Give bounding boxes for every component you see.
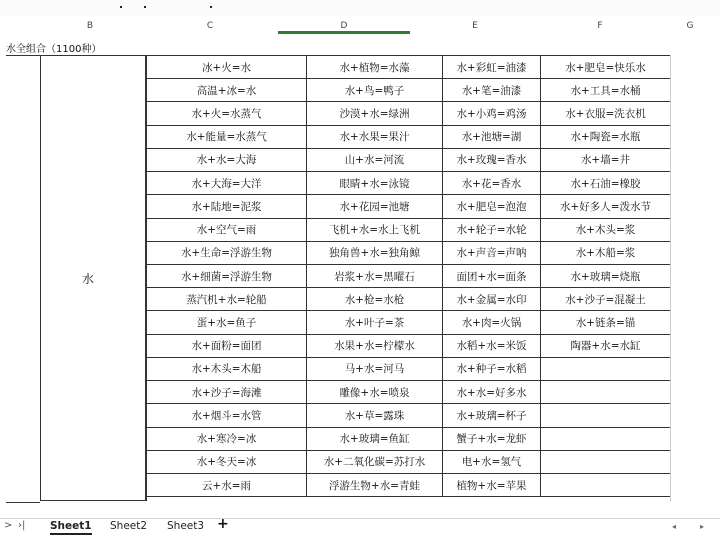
left-column-cells[interactable] (6, 55, 40, 503)
table-cell[interactable]: 冰+火=水 (147, 56, 307, 79)
table-cell[interactable]: 雕像+水=喷泉 (307, 381, 443, 404)
table-cell[interactable]: 飞机+水=水上飞机 (307, 219, 443, 242)
table-cell[interactable]: 水+玻璃=烧瓶 (541, 265, 671, 288)
table-cell[interactable] (541, 451, 671, 474)
table-cell[interactable] (541, 474, 671, 497)
table-cell[interactable]: 水+声音=声呐 (443, 242, 541, 265)
table-cell[interactable]: 水+火=水蒸气 (147, 102, 307, 125)
table-cell[interactable]: 水+陆地=泥浆 (147, 195, 307, 218)
toolbar-strip (0, 0, 720, 16)
table-cell[interactable]: 水+木头=浆 (541, 219, 671, 242)
table-cell[interactable]: 水+水果=果汁 (307, 126, 443, 149)
recipe-table (146, 55, 670, 501)
tab-scroll-last-icon[interactable]: ›| (18, 520, 26, 531)
table-cell[interactable]: 水+种子=水稻 (443, 358, 541, 381)
table-cell[interactable]: 水+鸟=鸭子 (307, 79, 443, 102)
table-cell[interactable]: 云+水=雨 (147, 474, 307, 497)
category-label: 水 (82, 272, 95, 286)
table-cell[interactable] (541, 381, 671, 404)
column-header-d[interactable]: D (340, 21, 348, 31)
table-cell[interactable]: 水+木船=浆 (541, 242, 671, 265)
table-cell[interactable]: 马+水=河马 (307, 358, 443, 381)
table-cell[interactable]: 水+彩虹=油漆 (443, 56, 541, 79)
table-cell[interactable]: 高温+冰=水 (147, 79, 307, 102)
table-cell[interactable]: 水+玻璃=鱼缸 (307, 428, 443, 451)
table-cell[interactable]: 水+细菌=浮游生物 (147, 265, 307, 288)
column-header-f[interactable]: F (597, 21, 603, 31)
table-cell[interactable]: 水+金属=水印 (443, 288, 541, 311)
stray-mark (210, 6, 212, 8)
add-sheet-button[interactable]: + (217, 516, 229, 532)
table-cell[interactable]: 水+花园=池塘 (307, 195, 443, 218)
table-cell[interactable]: 水果+水=柠檬水 (307, 335, 443, 358)
table-cell[interactable]: 水+木头=木船 (147, 358, 307, 381)
stray-mark (144, 6, 146, 8)
table-cell[interactable]: 水+水=好多水 (443, 381, 541, 404)
sheet-title[interactable]: 水全组合（1100种） (6, 44, 102, 55)
table-cell[interactable]: 水+工具=水桶 (541, 79, 671, 102)
table-cell[interactable]: 水+二氧化碳=苏打水 (307, 451, 443, 474)
column-header-g[interactable]: G (686, 21, 694, 31)
tab-scroll-left-icon[interactable]: > (4, 520, 13, 531)
tab-sheet2[interactable]: Sheet2 (110, 520, 148, 532)
table-cell[interactable] (541, 404, 671, 427)
table-cell[interactable]: 水+叶子=茶 (307, 311, 443, 334)
table-cell[interactable]: 水+草=露珠 (307, 404, 443, 427)
table-cell[interactable]: 水+寒冷=冰 (147, 428, 307, 451)
table-cell[interactable]: 水+花=香水 (443, 172, 541, 195)
table-cell[interactable]: 水+小鸡=鸡汤 (443, 102, 541, 125)
table-cell[interactable]: 水+玫瑰=香水 (443, 149, 541, 172)
table-cell[interactable]: 水+水=大海 (147, 149, 307, 172)
tab-sheet3[interactable]: Sheet3 (167, 520, 205, 532)
table-cell[interactable]: 水+肉=火锅 (443, 311, 541, 334)
table-cell[interactable]: 水+池塘=湖 (443, 126, 541, 149)
table-cell[interactable]: 岩浆+水=黑曜石 (307, 265, 443, 288)
scroll-thumb-icon[interactable]: ◂ (672, 522, 677, 531)
table-cell[interactable]: 山+水=河流 (307, 149, 443, 172)
table-cell[interactable]: 电+水=氢气 (443, 451, 541, 474)
table-cell[interactable]: 眼睛+水=泳镜 (307, 172, 443, 195)
table-cell[interactable]: 水+轮子=水轮 (443, 219, 541, 242)
table-cell[interactable]: 植物+水=苹果 (443, 474, 541, 497)
column-header-b[interactable]: B (86, 21, 94, 31)
table-cell[interactable]: 水+烟斗=水管 (147, 404, 307, 427)
table-cell[interactable]: 水+玻璃=杯子 (443, 404, 541, 427)
table-cell[interactable]: 水+枪=水枪 (307, 288, 443, 311)
table-cell[interactable]: 沙漠+水=绿洲 (307, 102, 443, 125)
table-cell[interactable]: 水+沙子=海滩 (147, 381, 307, 404)
table-cell[interactable]: 蟹子+水=龙虾 (443, 428, 541, 451)
table-cell[interactable] (541, 358, 671, 381)
table-cell[interactable]: 水+链条=锚 (541, 311, 671, 334)
table-cell[interactable]: 水+面粉=面团 (147, 335, 307, 358)
table-cell[interactable]: 独角兽+水=独角鲸 (307, 242, 443, 265)
table-cell[interactable]: 水+肥皂=泡泡 (443, 195, 541, 218)
table-cell[interactable]: 水+植物=水藻 (307, 56, 443, 79)
scroll-right-icon[interactable]: ▸ (700, 522, 705, 531)
table-cell[interactable]: 蒸汽机+水=轮船 (147, 288, 307, 311)
table-cell[interactable]: 蛋+水=鱼子 (147, 311, 307, 334)
table-cell[interactable]: 水+冬天=冰 (147, 451, 307, 474)
column-divider (670, 55, 671, 501)
tab-sheet1[interactable]: Sheet1 (50, 520, 92, 535)
table-cell[interactable]: 浮游生物+水=青蛙 (307, 474, 443, 497)
table-cell[interactable]: 水+笔=油漆 (443, 79, 541, 102)
table-cell[interactable]: 陶器+水=水缸 (541, 335, 671, 358)
sheet-tab-bar (0, 518, 720, 539)
table-cell[interactable]: 水+肥皂=快乐水 (541, 56, 671, 79)
table-cell[interactable]: 水+沙子=混凝土 (541, 288, 671, 311)
column-header-c[interactable]: C (206, 21, 214, 31)
table-cell[interactable]: 水+大海=大洋 (147, 172, 307, 195)
table-cell[interactable]: 面团+水=面条 (443, 265, 541, 288)
table-cell[interactable]: 水+陶瓷=水瓶 (541, 126, 671, 149)
table-cell[interactable]: 水稻+水=米饭 (443, 335, 541, 358)
column-header-e[interactable]: E (472, 21, 478, 31)
stray-mark (120, 6, 122, 8)
table-cell[interactable]: 水+能量=水蒸气 (147, 126, 307, 149)
table-cell[interactable]: 水+空气=雨 (147, 219, 307, 242)
table-cell[interactable]: 水+好多人=泼水节 (541, 195, 671, 218)
table-cell[interactable]: 水+墙=井 (541, 149, 671, 172)
table-cell[interactable]: 水+石油=橡胶 (541, 172, 671, 195)
table-cell[interactable]: 水+生命=浮游生物 (147, 242, 307, 265)
selected-column-indicator (278, 31, 410, 34)
table-cell[interactable] (541, 428, 671, 451)
table-cell[interactable]: 水+衣服=洗衣机 (541, 102, 671, 125)
